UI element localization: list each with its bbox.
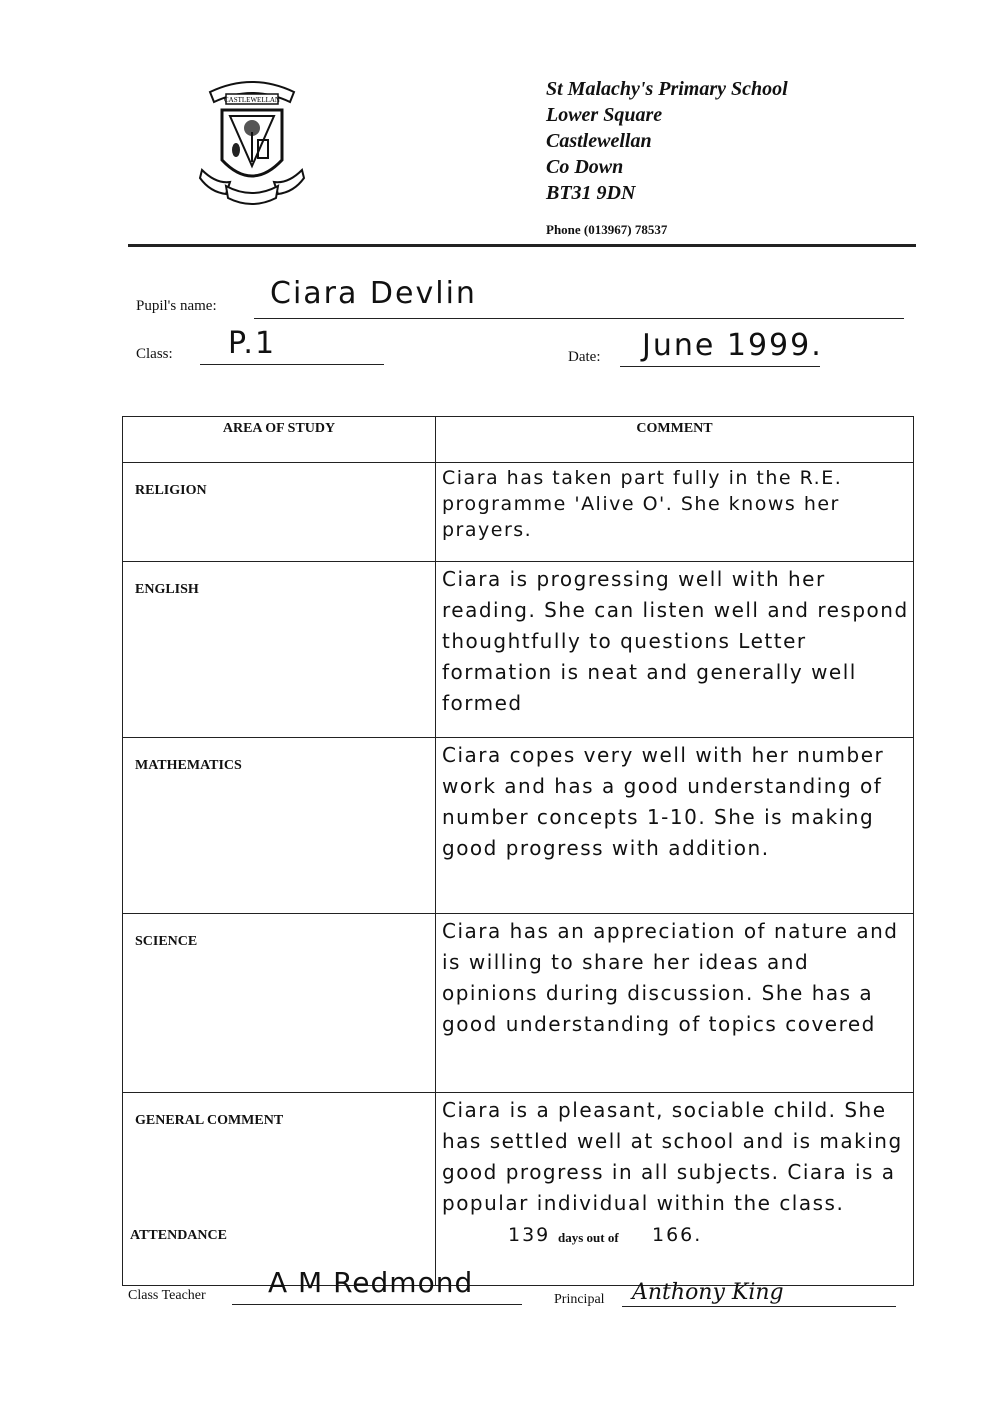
address-line-1: Lower Square [546, 104, 663, 126]
area-english: ENGLISH [123, 562, 436, 738]
principal-line [622, 1306, 896, 1307]
table-row [123, 562, 914, 738]
attendance-total: 166. [652, 1224, 703, 1246]
table-row [123, 463, 914, 562]
address-line-2: Castlewellan [546, 130, 652, 152]
attendance-label: ATTENDANCE [130, 1228, 227, 1243]
area-religion: RELIGION [123, 463, 436, 562]
school-crest [196, 74, 308, 219]
comment-english: Ciara is progressing well with her reading. She can listen well and respond thoughtfully to questions Letter formation is neat and generally well formed [436, 562, 914, 738]
date-line [620, 366, 820, 367]
attendance-days: 139 [508, 1224, 551, 1246]
pupil-name-value: Ciara Devlin [270, 276, 477, 311]
address-line-4: BT31 9DN [546, 182, 636, 204]
class-label: Class: [136, 346, 173, 362]
teacher-signature: A M Redmond [268, 1266, 474, 1299]
header-comment: COMMENT [436, 417, 914, 463]
comment-general: Ciara is a pleasant, sociable child. She has settled well at school and is making good progress in all subjects. Ciara is a popular individual within the class. [436, 1093, 914, 1286]
header-divider [128, 244, 916, 247]
comment-mathematics: Ciara copes very well with her number work and has a good understanding of number concepts 1-10. She is making good progress with addition. [436, 738, 914, 914]
area-general-comment: GENERAL COMMENT [123, 1093, 436, 1286]
table-row [123, 914, 914, 1093]
school-phone: Phone (013967) 78537 [546, 222, 668, 237]
principal-label: Principal [554, 1292, 605, 1307]
class-line [200, 364, 384, 365]
table-row [123, 738, 914, 914]
crest-text: CASTLEWELLAN [224, 96, 280, 104]
area-science: SCIENCE [123, 914, 436, 1093]
comment-science: Ciara has an appreciation of nature and is willing to share her ideas and opinions during discussion. She has a good understanding of topics covered [436, 914, 914, 1093]
class-value: P.1 [228, 326, 277, 361]
area-mathematics: MATHEMATICS [123, 738, 436, 914]
teacher-line [232, 1304, 522, 1305]
date-label: Date: [568, 349, 601, 365]
table-row [123, 1093, 914, 1286]
teacher-label: Class Teacher [128, 1288, 206, 1303]
header-area: AREA OF STUDY [123, 417, 436, 463]
report-table [122, 416, 914, 1286]
attendance-days-text: days out of [558, 1230, 619, 1245]
school-name: St Malachy's Primary School [546, 78, 788, 100]
pupil-name-label: Pupil's name: [136, 298, 217, 314]
table-header-row [123, 417, 914, 463]
address-line-3: Co Down [546, 156, 624, 178]
comment-religion: Ciara has taken part fully in the R.E. programme 'Alive O'. She knows her prayers. [436, 463, 914, 562]
principal-signature: Anthony King [632, 1280, 784, 1305]
school-address-block [546, 76, 788, 206]
date-value: June 1999. [642, 328, 823, 363]
pupil-name-line [254, 318, 904, 319]
